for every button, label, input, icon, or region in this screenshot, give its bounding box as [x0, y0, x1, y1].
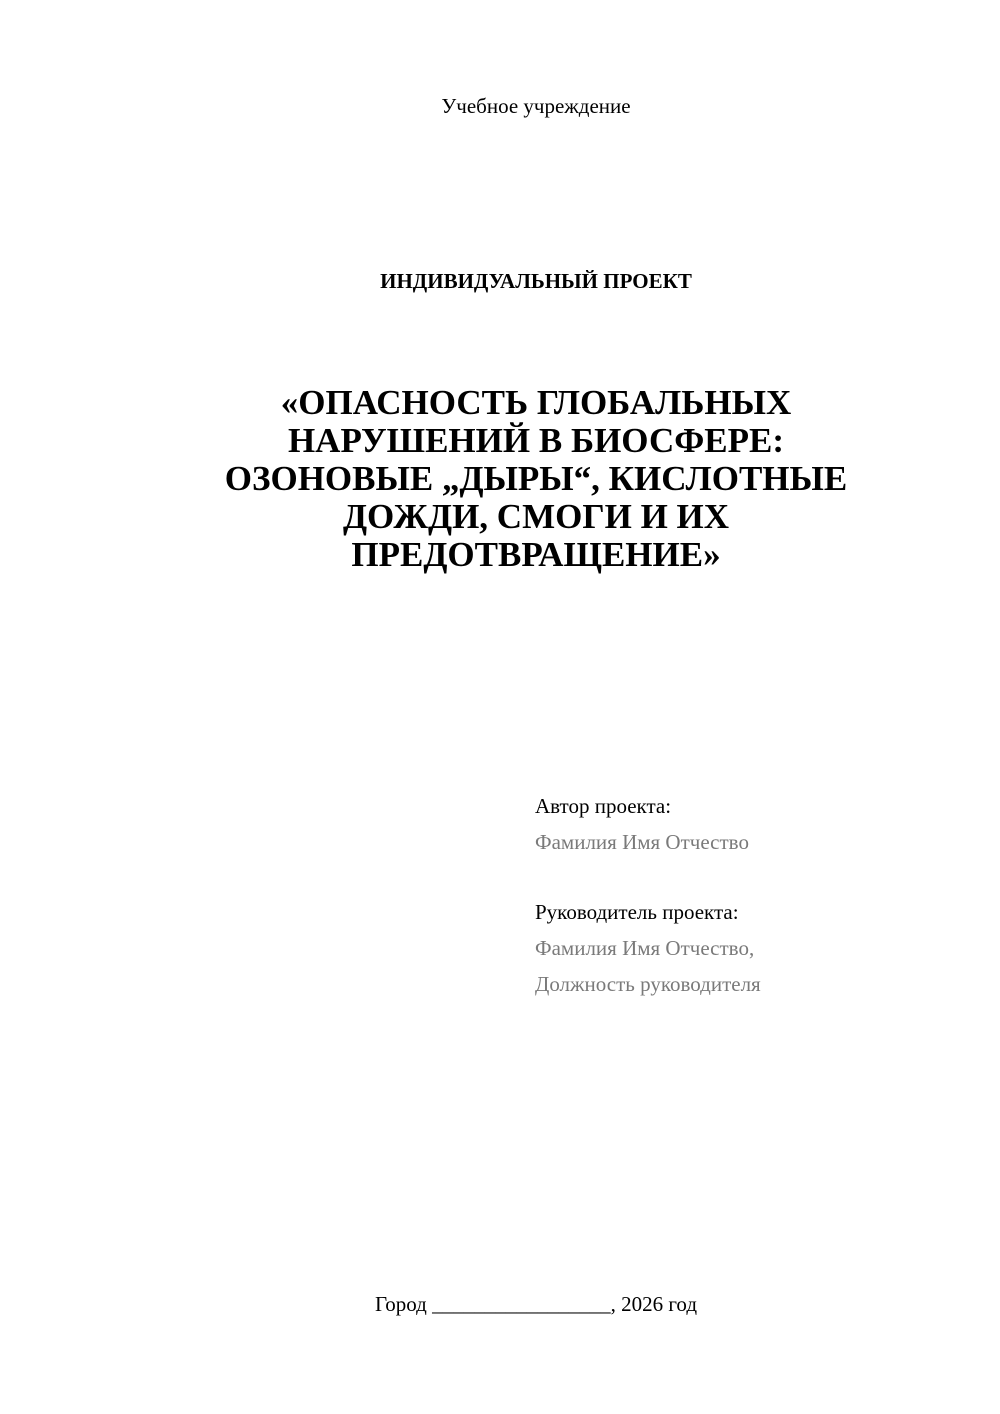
- signature-block: [535, 788, 975, 1002]
- author-label: Автор проекта:: [535, 794, 672, 818]
- supervisor-name: Фамилия Имя Отчество,: [535, 936, 755, 960]
- institution-name: Учебное учреждение: [441, 94, 631, 118]
- project-title: [180, 384, 892, 574]
- title-line: НАРУШЕНИЙ В БИОСФЕРЕ:: [287, 421, 785, 460]
- title-line: ОЗОНОВЫЕ „ДЫРЫ“, КИСЛОТНЫЕ: [224, 459, 848, 498]
- title-line: «ОПАСНОСТЬ ГЛОБАЛЬНЫХ: [280, 383, 792, 422]
- supervisor-label: Руководитель проекта:: [535, 900, 739, 924]
- city-year-line: Город _________________, 2026 год: [374, 1292, 698, 1316]
- spacer: [535, 860, 975, 894]
- supervisor-position: Должность руководителя: [535, 972, 761, 996]
- document-type: ИНДИВИДУАЛЬНЫЙ ПРОЕКТ: [380, 269, 692, 293]
- author-name: Фамилия Имя Отчество: [535, 830, 749, 854]
- title-line: ДОЖДИ, СМОГИ И ИХ: [342, 497, 730, 536]
- title-line: ПРЕДОТВРАЩЕНИЕ»: [351, 535, 721, 574]
